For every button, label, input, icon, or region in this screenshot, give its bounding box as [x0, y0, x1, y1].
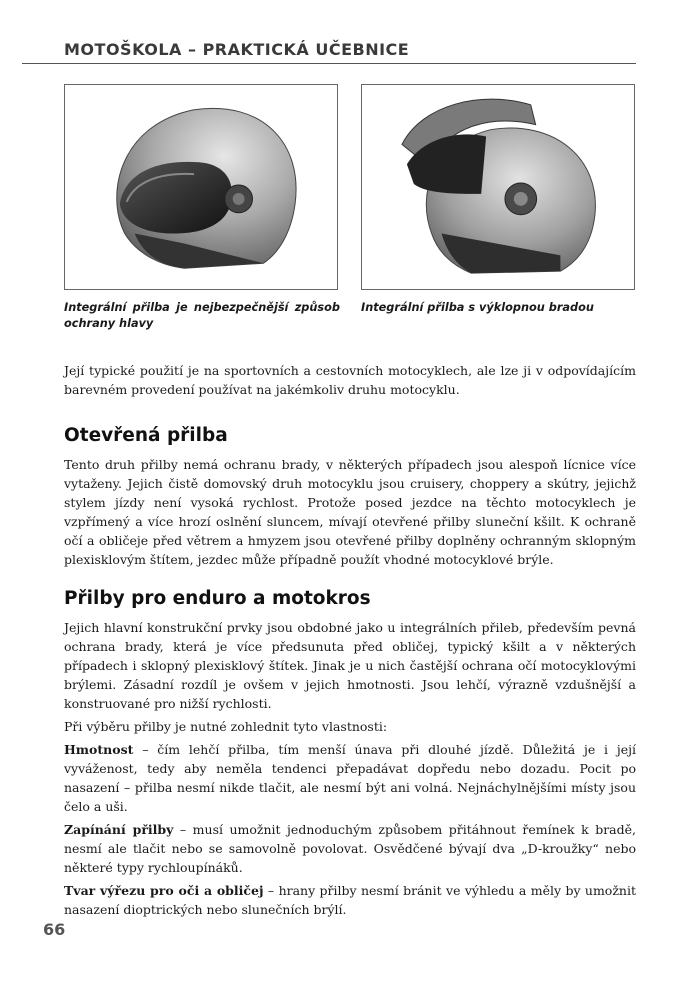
heading-enduro-helmet: Přilby pro enduro a motokros — [64, 588, 371, 609]
property-term: Zapínání přilby — [64, 822, 174, 837]
property-text: – hrany přilby nesmí bránit ve výhledu a měly by umožnit nasazení dioptrických nebo slunečních brýlí. — [64, 883, 636, 917]
figure-flip-up-helmet — [361, 84, 635, 290]
intro-paragraph — [64, 361, 636, 399]
flip-up-helmet-icon — [362, 85, 634, 289]
property-fastening — [64, 820, 636, 877]
property-text: – musí umožnit jednoduchým způsobem přitáhnout řemínek k bradě, nesmí ale tlačit nebo se samovolně povolovat. Osvědčené bývají dva „D-kroužky“ nebo některé typy rychloupínáků. — [64, 822, 636, 875]
property-text: – čím lehčí přilba, tím menší únava při dlouhé jízdě. Důležitá je i její vyváženost, tedy aby neměla tendenci přepadávat dopředu nebo dozadu. Pocit po nasazení – přilba nesmí nikde tlačit, ale nesmí být ani volná. Nejnáchylnějšími místy jsou čelo a uši. — [64, 742, 636, 814]
enduro-paragraph-1: Jejich hlavní konstrukční prvky jsou obdobné jako u integrálních přileb, především pevná ochrana brady, která je více předsunuta před obličej, typický kšilt a v některých případech i sklopný plexisklový štítek. Jinak je u nich častější ochrana očí motocyklovými brýlemi. Zásadní rozdíl je ovšem v jejich hmotnosti. Jsou lehčí, výrazně vzdušnější a konstruované pro nižší rychlosti. — [64, 620, 636, 711]
header-rule — [22, 63, 636, 64]
enduro-section-body — [64, 618, 636, 919]
intro-text: Její typické použití je na sportovních a cestovních motocyklech, ale lze ji v odpovídajícím barevném provedení používat na jakémkoliv druhu motocyklu. — [64, 363, 636, 397]
open-helmet-text: Tento druh přilby nemá ochranu brady, v některých případech jsou alespoň lícnice více vytaženy. Jejich čistě domovský druh motocyklu jsou cruisery, choppery a skútry, jejichž stylem jízdy není vysoká rychlost. Protože posed jezdce na těchto motocyklech je vzpřímený a více hrozí oslnění sluncem, mívají otevřené přilby sluneční kšilt. K ochraně očí a obličeje před větrem a hmyzem jsou otevřené přilby doplněny ochranným sklopným plexisklovým štítem, jezdec může případně použít vhodné motocyklové brýle. — [64, 457, 636, 567]
enduro-paragraph-2: Při výběru přilby je nutné zohlednit tyto vlastnosti: — [64, 719, 388, 734]
figure-caption-flip-up: Integrální přilba s výklopnou bradou — [361, 301, 594, 314]
figure-caption-full-face: Integrální přilba je nejbezpečnější způsob ochrany hlavy — [64, 301, 340, 330]
property-term: Hmotnost — [64, 742, 134, 757]
running-header: MOTOŠKOLA – PRAKTICKÁ UČEBNICE — [64, 40, 410, 59]
property-weight — [64, 740, 636, 816]
full-face-helmet-icon — [65, 85, 337, 289]
figure-full-face-helmet — [64, 84, 338, 290]
heading-open-helmet: Otevřená přilba — [64, 425, 228, 446]
open-helmet-paragraph — [64, 455, 636, 569]
page-number: 66 — [43, 920, 66, 939]
property-term: Tvar výřezu pro oči a obličej — [64, 883, 264, 898]
property-face-opening — [64, 881, 636, 919]
